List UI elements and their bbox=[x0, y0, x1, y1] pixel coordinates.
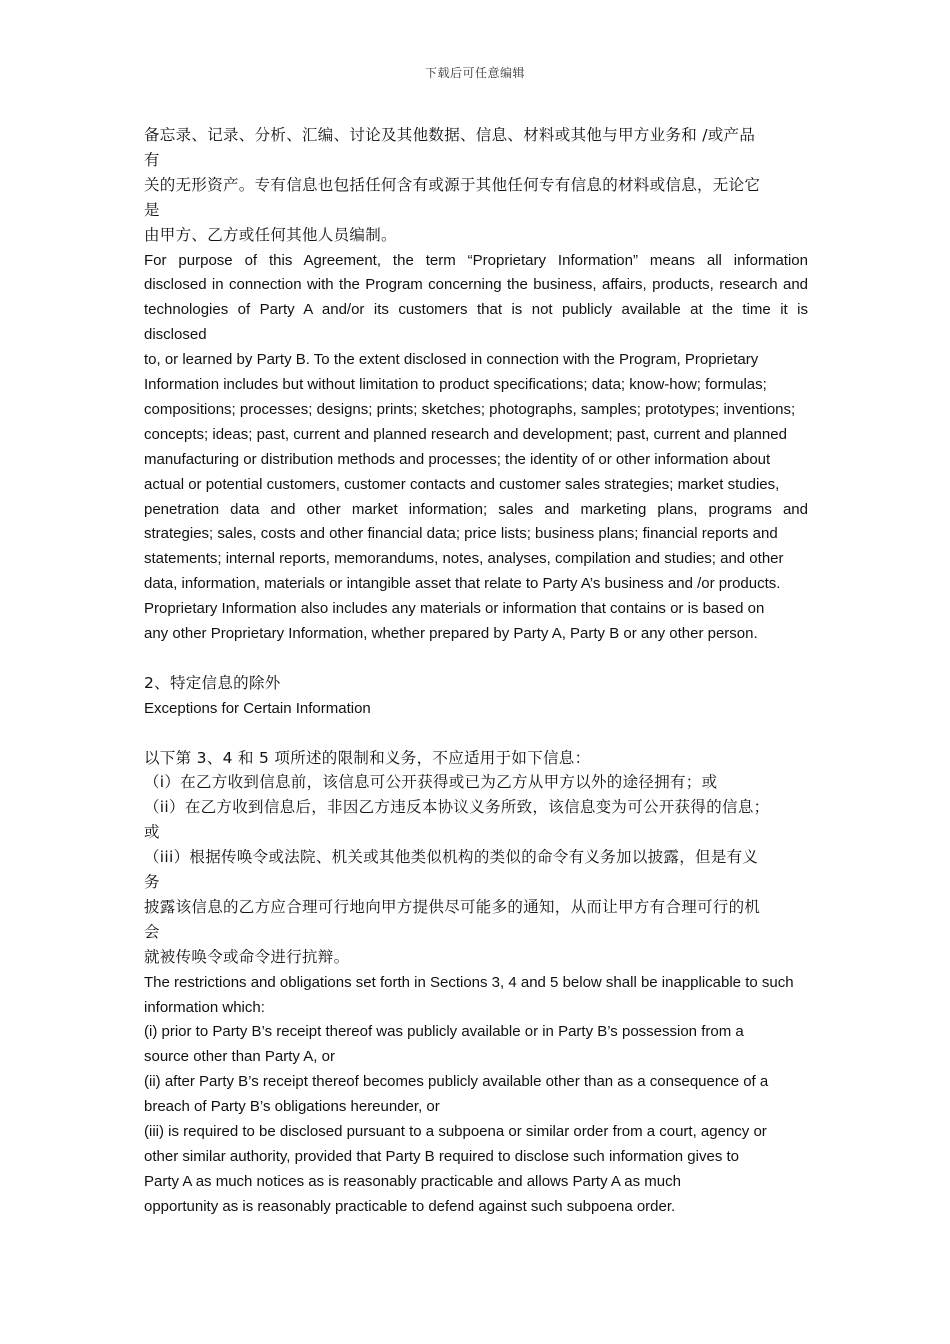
text-line: For purpose of this Agreement, the term “Proprietary Information” means all information bbox=[144, 251, 808, 269]
text-line: breach of Party B’s obligations hereunder, or bbox=[144, 1098, 440, 1116]
blank-line bbox=[144, 646, 808, 671]
text-line: Exceptions for Certain Information bbox=[144, 699, 371, 717]
text-line: opportunity as is reasonably practicable to defend against such subpoena order. bbox=[144, 1197, 676, 1215]
text-line: compositions; processes; designs; prints; sketches; photographs, samples; prototypes; inventions; bbox=[144, 400, 796, 418]
text-line: disclosed bbox=[144, 326, 207, 344]
text-line: 或 bbox=[144, 823, 160, 842]
text-line: manufacturing or distribution methods and processes; the identity of or other information about bbox=[144, 450, 771, 468]
text-line: 有 bbox=[144, 150, 160, 169]
text-line: Party A as much notices as is reasonably practicable and allows Party A as much bbox=[144, 1172, 681, 1190]
text-line: to, or learned by Party B. To the extent disclosed in connection with the Program, Proprietary bbox=[144, 351, 759, 369]
text-line: 是 bbox=[144, 200, 160, 219]
text-line: any other Proprietary Information, whether prepared by Party A, Party B or any other person. bbox=[144, 625, 758, 642]
blank-line bbox=[144, 721, 808, 746]
text-line: The restrictions and obligations set forth in Sections 3, 4 and 5 below shall be inapplicable to such bbox=[144, 973, 794, 991]
text-line: （iii）根据传唤令或法院、机关或其他类似机构的类似的命令有义务加以披露，但是有义 bbox=[144, 848, 759, 867]
text-line: Proprietary Information also includes any materials or information that contains or is based on bbox=[144, 600, 765, 618]
text-line: 务 bbox=[144, 873, 160, 891]
text-line: other similar authority, provided that Party B required to disclose such information gives to bbox=[144, 1147, 740, 1165]
text-line: data, information, materials or intangible asset that relate to Party A’s business and /or products. bbox=[144, 575, 781, 593]
text-line: strategies; sales, costs and other financial data; price lists; business plans; financial reports and bbox=[144, 525, 778, 543]
text-line: (iii) is required to be disclosed pursuant to a subpoena or similar order from a court, agency or bbox=[144, 1123, 767, 1140]
text-line: concepts; ideas; past, current and planned research and development; past, current and planned bbox=[144, 425, 787, 443]
text-line: 由甲方、乙方或任何其他人员编制。 bbox=[144, 225, 397, 244]
text-line: 2、特定信息的除外 bbox=[144, 673, 281, 692]
text-line: 关的无形资产。专有信息也包括任何含有或源于其他任何专有信息的材料或信息，无论它 bbox=[144, 175, 761, 194]
text-line: Information includes but without limitation to product specifications; data; know-how; formulas; bbox=[144, 376, 767, 393]
text-line: disclosed in connection with the Program concerning the business, affairs, products, research and bbox=[144, 276, 808, 294]
text-line: （i）在乙方收到信息前，该信息可公开获得或已为乙方从甲方以外的途径拥有；或 bbox=[144, 773, 718, 792]
text-line: (i) prior to Party B’s receipt thereof was publicly available or in Party B’s possession from a bbox=[144, 1023, 744, 1041]
text-line: 会 bbox=[144, 922, 160, 941]
text-line: (ii) after Party B’s receipt thereof becomes publicly available other than as a consequence of a bbox=[144, 1073, 769, 1091]
text-line: （ii）在乙方收到信息后，非因乙方违反本协议义务所致，该信息变为可公开获得的信息； bbox=[144, 798, 770, 817]
text-line: source other than Party A, or bbox=[144, 1048, 335, 1066]
text-line: 备忘录、记录、分析、汇编、讨论及其他数据、信息、材料或其他与甲方业务和 /或产品 bbox=[144, 126, 756, 144]
text-line: statements; internal reports, memorandums, notes, analyses, compilation and studies; and other bbox=[144, 550, 784, 568]
page-header: 下载后可任意编辑 bbox=[424, 66, 525, 80]
text-line: 披露该信息的乙方应合理可行地向甲方提供尽可能多的通知，从而让甲方有合理可行的机 bbox=[144, 897, 761, 916]
text-line: penetration data and other market information; sales and marketing plans, programs and bbox=[144, 500, 808, 518]
text-line: actual or potential customers, customer contacts and customer sales strategies; market studies, bbox=[144, 475, 780, 493]
text-line: 就被传唤令或命令进行抗辩。 bbox=[144, 947, 350, 966]
text-line: information which: bbox=[144, 998, 265, 1016]
text-line: 以下第 3、4 和 5 项所述的限制和义务，不应适用于如下信息： bbox=[144, 748, 591, 767]
text-line: technologies of Party A and/or its customers that is not publicly available at the time it is bbox=[144, 301, 808, 319]
